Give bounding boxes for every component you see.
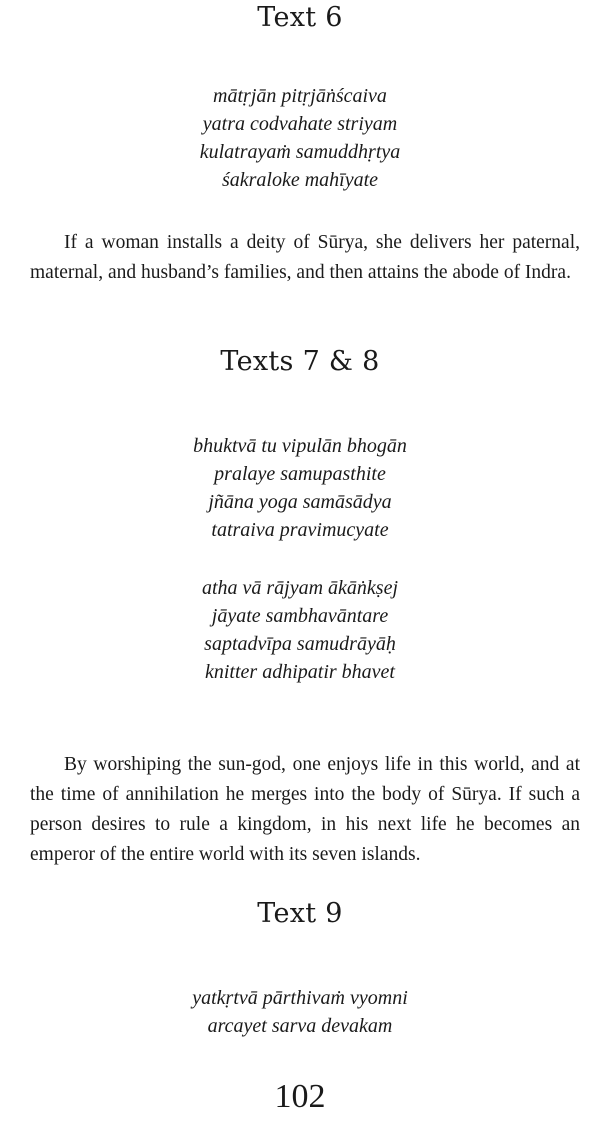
verse-line: kulatrayaṁ samuddhṛtya (199, 141, 401, 163)
text-6-translation: If a woman installs a deity of Sūrya, she delivers her paternal, maternal, and husband’s families, and then attains the abode of Indra. (30, 232, 580, 283)
verse-line: pralaye samupasthite (214, 463, 386, 485)
text-7-8-verse-a (0, 432, 600, 544)
verse-line: yatra codvahate striyam (202, 113, 398, 135)
page-number: 102 (274, 1078, 326, 1115)
verse-line: tatraiva pravimucyate (211, 519, 389, 541)
verse-line: jāyate sambhavāntare (211, 605, 389, 627)
verse-line: knitter adhipatir bhavet (205, 661, 395, 683)
text-9-verse (0, 984, 600, 1040)
verse-line: yatkṛtvā pārthivaṁ vyomni (192, 987, 408, 1009)
verse-line: saptadvīpa samudrāyāḥ (204, 633, 396, 655)
verse-line: bhuktvā tu vipulān bhogān (193, 435, 407, 457)
verse-line: śakraloke mahīyate (221, 169, 379, 191)
verse-line: jñāna yoga samāsādya (208, 491, 392, 513)
verse-line: atha vā rājyam ākāṅkṣej (201, 577, 399, 599)
verse-line: mātṛjān pitṛjāṅścaiva (213, 85, 387, 107)
text-6-verse (0, 82, 600, 194)
text-6-heading: Text 6 (257, 2, 343, 33)
verse-line: arcayet sarva devakam (207, 1015, 393, 1037)
text-9-heading: Text 9 (257, 898, 343, 929)
text-7-8-translation: By worshiping the sun-god, one enjoys life in this world, and at the time of annihilation he merges into the body of Sūrya. If such a person desires to rule a kingdom, in his next life he becomes an emperor of the entire world with its seven islands. (30, 754, 580, 865)
text-7-8-heading: Texts 7 & 8 (220, 346, 380, 377)
text-7-8-verse-b (0, 574, 600, 686)
